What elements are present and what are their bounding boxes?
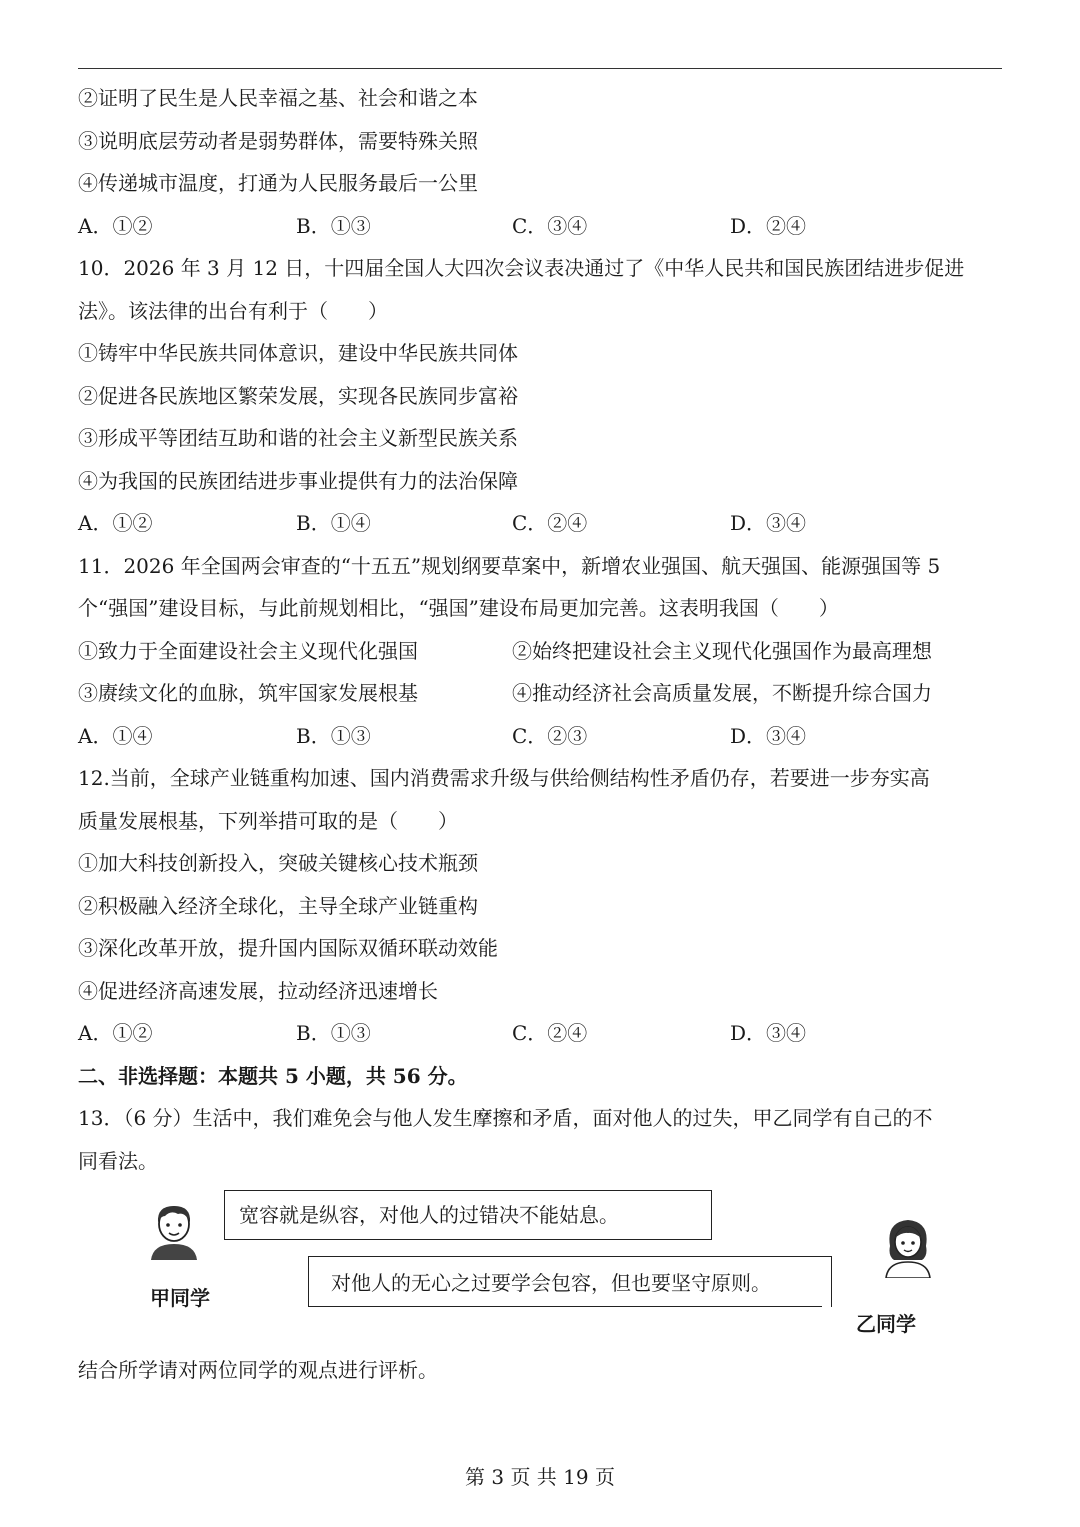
q10-item-1: ①铸牢中华民族共同体意识，建设中华民族共同体 [78, 341, 518, 365]
student-a-speech-text: 宽容就是纵容，对他人的过错决不能姑息。 [239, 1203, 619, 1227]
q10-stem-line-2: 法》。该法律的出台有利于（ ） [78, 299, 388, 323]
q10-option-c: C．②④ [512, 511, 588, 535]
q12-option-a: A．①② [78, 1021, 153, 1045]
girl-student-icon [878, 1212, 938, 1278]
q11-option-a: A．①④ [78, 724, 153, 748]
student-b-speech-text: 对他人的无心之过要学会包容，但也要坚守原则。 [331, 1271, 771, 1295]
q11-item-4: ④推动经济社会高质量发展，不断提升综合国力 [512, 681, 932, 705]
q9-option-d: D．②④ [730, 214, 807, 238]
q12-item-3: ③深化改革开放，提升国内国际双循环联动效能 [78, 936, 498, 960]
boy-student-icon [143, 1198, 205, 1260]
q12-stem-line-2: 质量发展根基，下列举措可取的是（ ） [78, 809, 458, 833]
q12-option-b: B．①③ [296, 1021, 371, 1045]
q10-item-4: ④为我国的民族团结进步事业提供有力的法治保障 [78, 469, 518, 493]
student-a-speech-bubble [224, 1190, 712, 1240]
header-rule [78, 68, 1002, 69]
q9-option-b: B．①③ [296, 214, 371, 238]
q12-option-c: C．②④ [512, 1021, 588, 1045]
q12-stem-line-1: 12.当前，全球产业链重构加速、国内消费需求升级与供给侧结构性矛盾仍存，若要进一步夯实高 [78, 766, 930, 790]
q10-option-a: A．①② [78, 511, 153, 535]
section-2-heading: 二、非选择题：本题共 5 小题，共 56 分。 [78, 1064, 468, 1088]
student-a-label: 甲同学 [150, 1286, 210, 1310]
q10-item-3: ③形成平等团结互助和谐的社会主义新型民族关系 [78, 426, 518, 450]
page-number-footer: 第 3 页 共 19 页 [465, 1465, 615, 1489]
q13-stem-line-1: 13．（6 分）生活中，我们难免会与他人发生摩擦和矛盾，面对他人的过失，甲乙同学有自己的不 [78, 1106, 933, 1130]
student-b-label: 乙同学 [856, 1312, 916, 1336]
student-b-bubble-base-line [308, 1306, 822, 1307]
q11-item-3: ③赓续文化的血脉，筑牢国家发展根基 [78, 681, 418, 705]
q13-question: 结合所学请对两位同学的观点进行评析。 [78, 1358, 438, 1382]
q12-item-4: ④促进经济高速发展，拉动经济迅速增长 [78, 979, 438, 1003]
q12-option-d: D．③④ [730, 1021, 807, 1045]
q11-option-b: B．①③ [296, 724, 371, 748]
q10-stem-line-1: 10．2026 年 3 月 12 日，十四届全国人大四次会议表决通过了《中华人民共和国民族团结进步促进 [78, 256, 965, 280]
q11-option-d: D．③④ [730, 724, 807, 748]
q10-item-2: ②促进各民族地区繁荣发展，实现各民族同步富裕 [78, 384, 518, 408]
q9-item-4: ④传递城市温度，打通为人民服务最后一公里 [78, 171, 478, 195]
q9-option-c: C．③④ [512, 214, 588, 238]
q11-item-2: ②始终把建设社会主义现代化强国作为最高理想 [512, 639, 932, 663]
q11-item-1: ①致力于全面建设社会主义现代化强国 [78, 639, 418, 663]
q11-option-c: C．②③ [512, 724, 588, 748]
q13-stem-line-2: 同看法。 [78, 1149, 158, 1173]
q12-item-2: ②积极融入经济全球化，主导全球产业链重构 [78, 894, 478, 918]
q11-stem-line-1: 11．2026 年全国两会审查的“十五五”规划纲要草案中，新增农业强国、航天强国、能源强国等 5 [78, 554, 941, 578]
q12-item-1: ①加大科技创新投入，突破关键核心技术瓶颈 [78, 851, 478, 875]
q11-stem-line-2: 个“强国”建设目标，与此前规划相比，“强国”建设布局更加完善。这表明我国（ ） [78, 596, 839, 620]
q9-option-a: A．①② [78, 214, 153, 238]
q10-option-d: D．③④ [730, 511, 807, 535]
q10-option-b: B．①④ [296, 511, 371, 535]
q9-item-2: ②证明了民生是人民幸福之基、社会和谐之本 [78, 86, 478, 110]
student-b-speech-bubble [308, 1256, 832, 1307]
q9-item-3: ③说明底层劳动者是弱势群体，需要特殊关照 [78, 129, 478, 153]
